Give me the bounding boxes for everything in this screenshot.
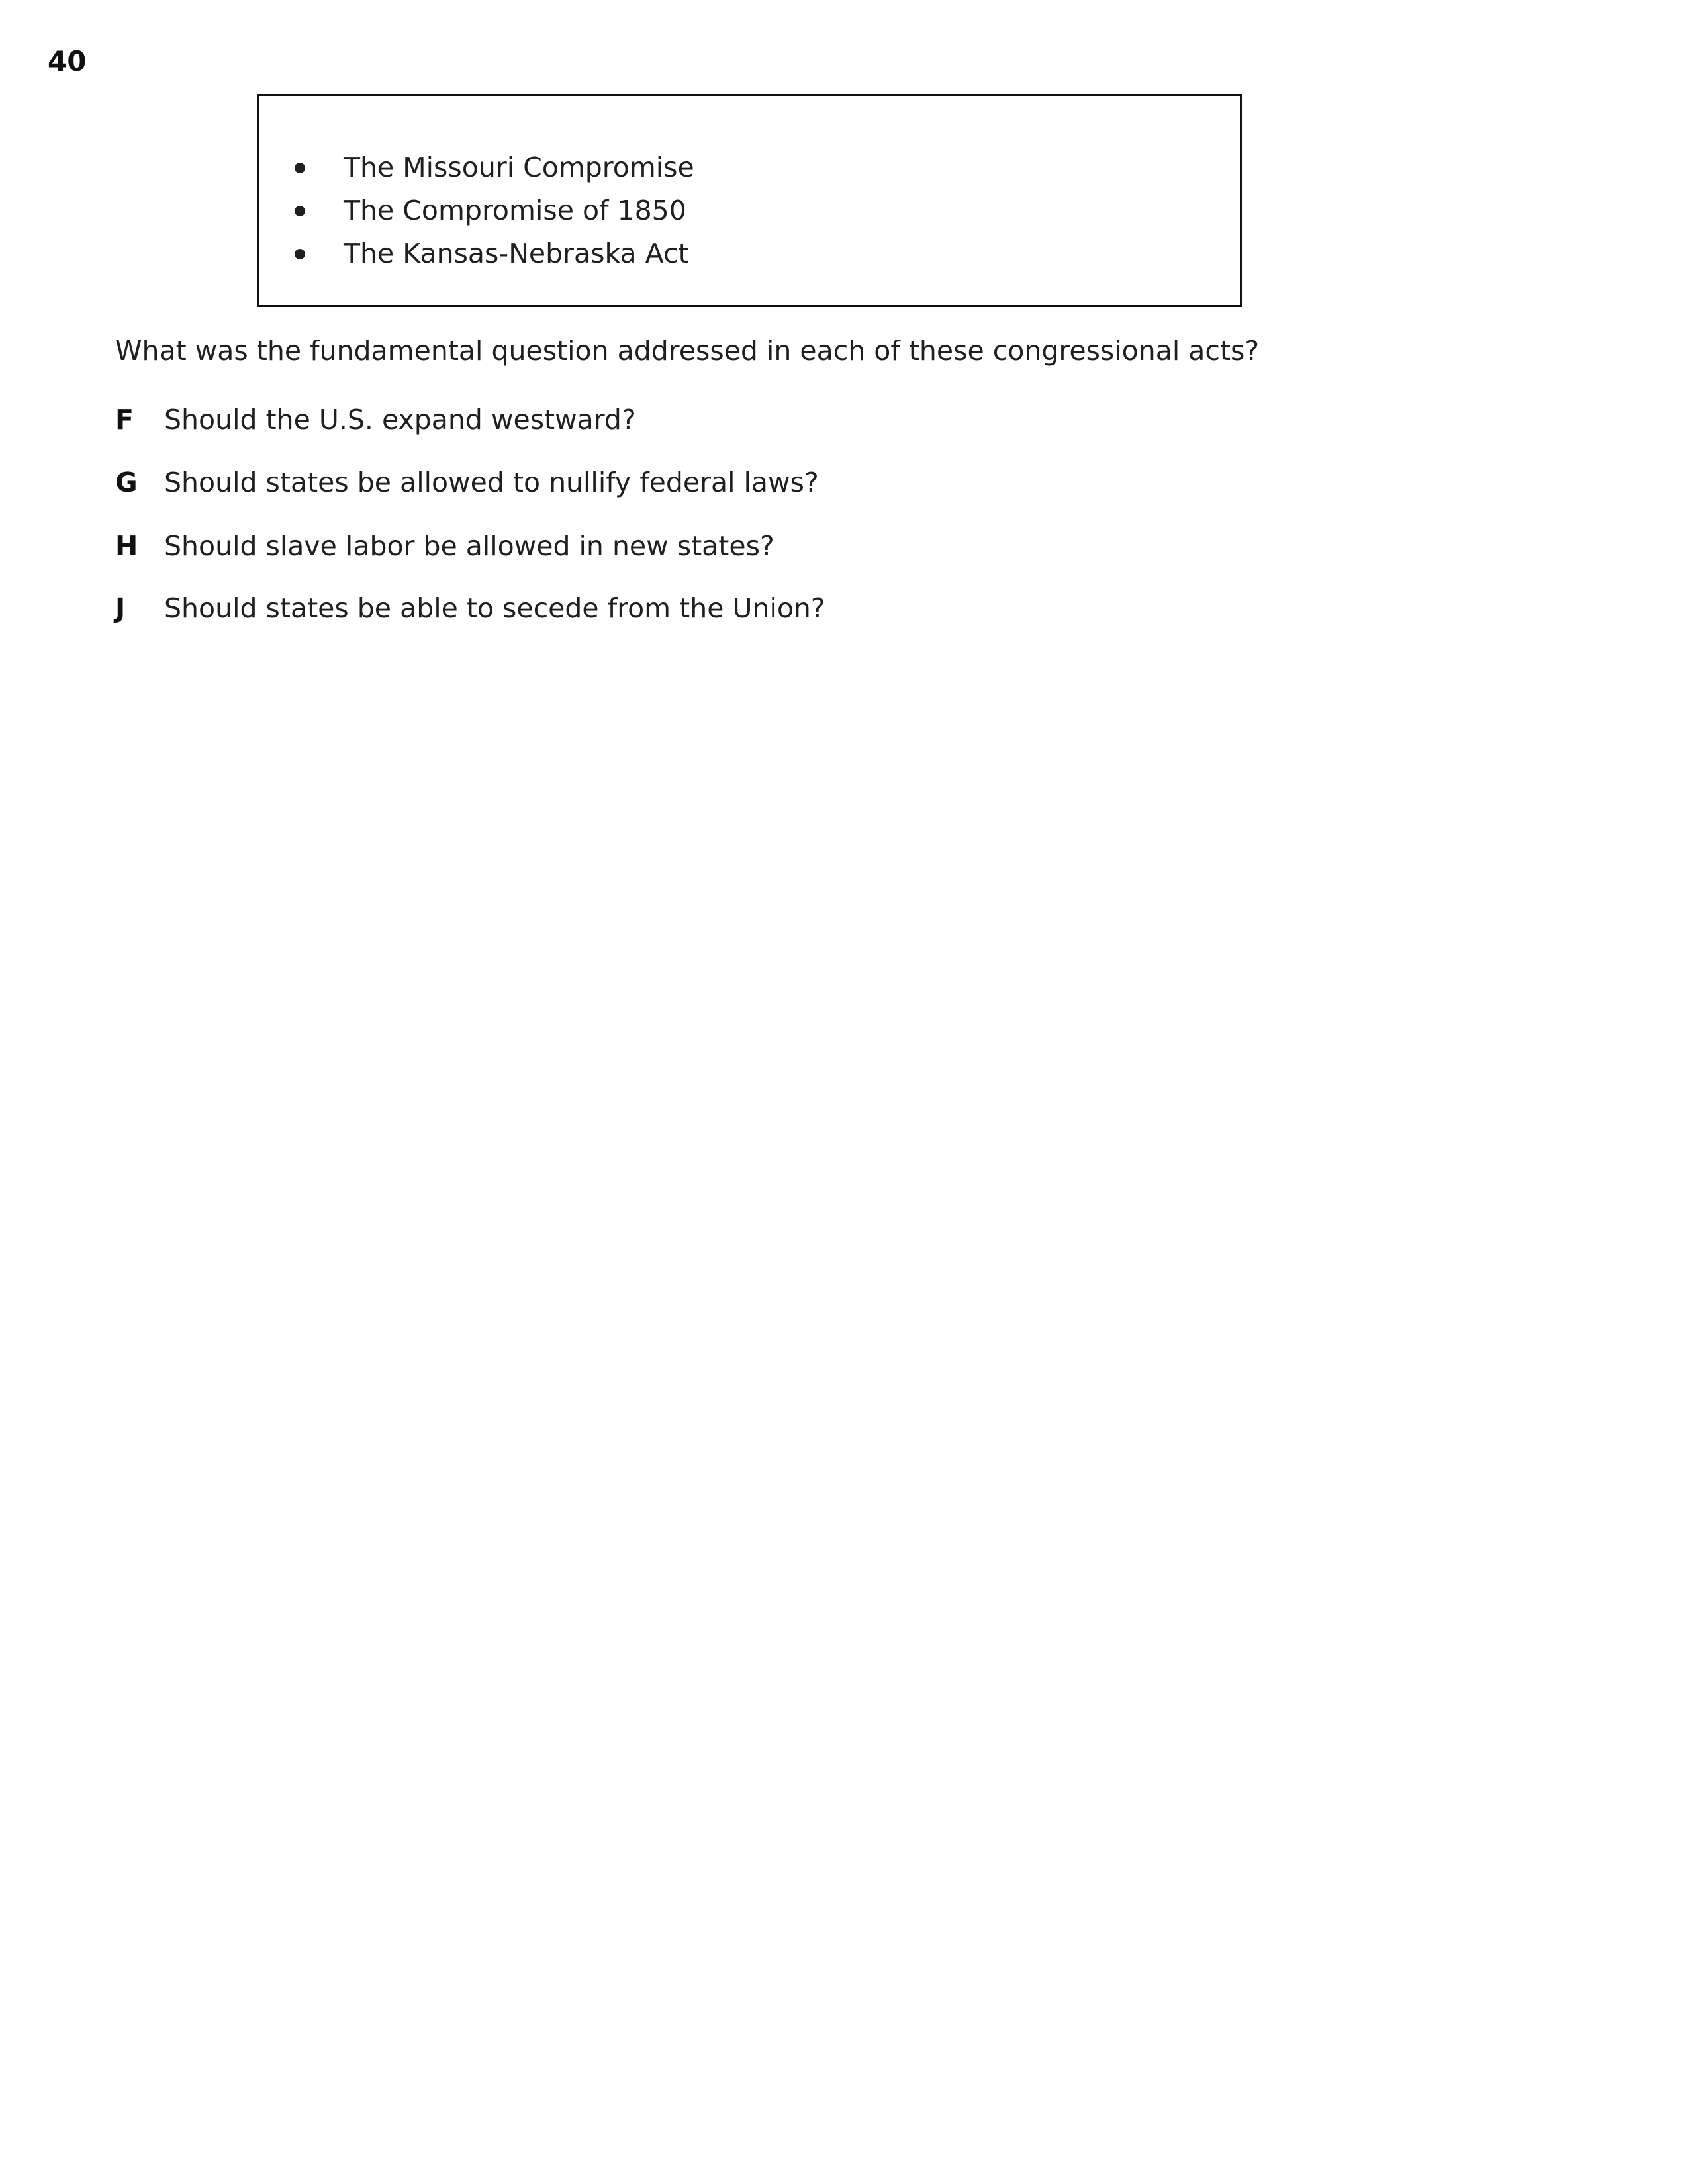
source-item-text: The Missouri Compromise bbox=[344, 152, 694, 183]
source-item bbox=[295, 146, 694, 189]
answer-choice-g bbox=[115, 469, 819, 496]
choice-text: Should slave labor be allowed in new states? bbox=[164, 530, 774, 562]
source-item bbox=[295, 232, 694, 275]
answer-choice-j bbox=[115, 592, 825, 624]
choice-letter: G bbox=[115, 467, 138, 498]
source-item-text: The Compromise of 1850 bbox=[344, 195, 686, 226]
bullet-icon bbox=[295, 249, 305, 259]
bullet-icon bbox=[295, 206, 305, 216]
choice-text: Should states be allowed to nullify federal laws? bbox=[164, 467, 819, 498]
choice-letter: F bbox=[115, 404, 134, 435]
source-box bbox=[257, 94, 1242, 307]
choice-text: Should the U.S. expand westward? bbox=[164, 404, 636, 435]
question-number: 40 bbox=[48, 45, 87, 77]
source-item bbox=[295, 189, 694, 232]
bullet-icon bbox=[295, 163, 305, 173]
source-list bbox=[295, 146, 694, 275]
answer-choice-h bbox=[115, 530, 774, 562]
source-item-text: The Kansas-Nebraska Act bbox=[344, 238, 689, 269]
choice-text: Should states be able to secede from the Union? bbox=[164, 592, 825, 624]
choice-letter: J bbox=[115, 592, 126, 624]
question-stem: What was the fundamental question addressed in each of these congressional acts? bbox=[115, 335, 1260, 367]
choice-letter: H bbox=[115, 530, 138, 562]
answer-choice-f bbox=[115, 406, 636, 433]
